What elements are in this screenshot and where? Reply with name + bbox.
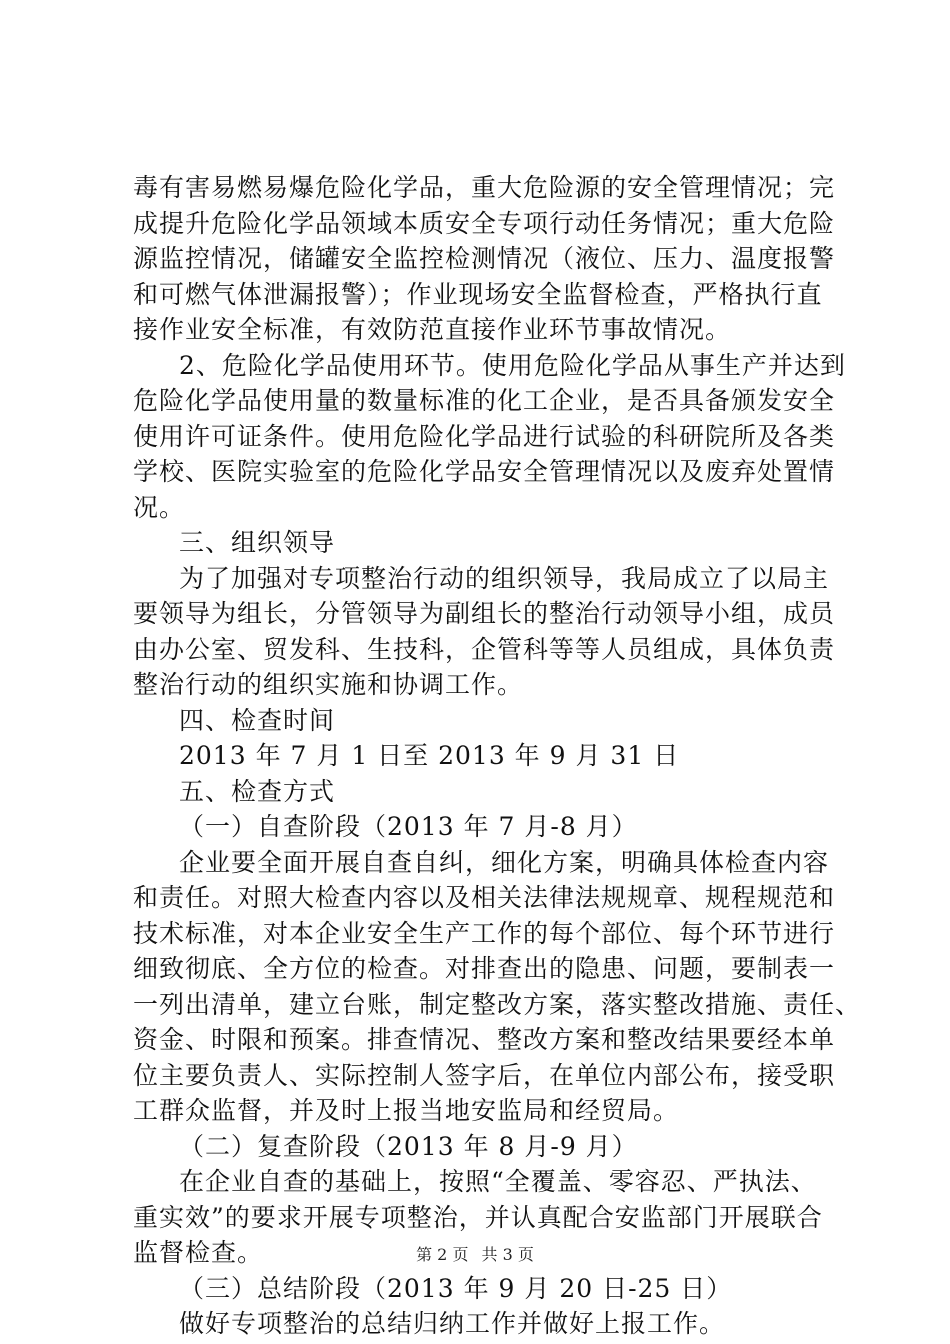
text-line: 和责任。对照大检查内容以及相关法律法规规章、规程规范和 [133, 883, 836, 912]
text-line: 毒有害易燃易爆危险化学品，重大危险源的安全管理情况；完 [133, 173, 836, 202]
text-line: 由办公室、贸发科、生技科，企管科等等人员组成，具体负责 [133, 634, 836, 664]
text-line: 况。 [133, 492, 186, 522]
text-line: 企业要全面开展自查自纠，细化方案，明确具体检查内容 [179, 847, 830, 877]
text-line: 和可燃气体泄漏报警）；作业现场安全监督检查，严格执行直 [133, 279, 823, 309]
text-line: 细致彻底、全方位的检查。对排查出的隐患、问题，要制表一 [133, 954, 836, 983]
text-line: 2、危险化学品使用环节。使用危险化学品从事生产并达到 [179, 350, 846, 380]
document-body [133, 170, 862, 1342]
text-line: 监督检查。 [133, 1238, 264, 1267]
text-line: 四、检查时间 [179, 705, 336, 735]
text-line: 接作业安全标准，有效防范直接作业环节事故情况。 [133, 315, 732, 344]
text-line: 在企业自查的基础上，按照“全覆盖、零容忍、严执法、 [179, 1167, 817, 1196]
text-line: 三、组织领导 [179, 528, 336, 557]
text-line: 五、检查方式 [179, 776, 336, 806]
text-line: （三）总结阶段（2013 年 9 月 20 日-25 日） [179, 1273, 733, 1303]
text-line: 做好专项整治的总结归纳工作并做好上报工作。 [179, 1309, 726, 1338]
text-line: 学校、医院实验室的危险化学品安全管理情况以及废弃处置情 [133, 457, 836, 486]
text-line: 重实效”的要求开展专项整治，并认真配合安监部门开展联合 [133, 1202, 823, 1232]
text-line: 一列出清单，建立台账，制定整改方案，落实整改措施、责任、 [133, 989, 862, 1019]
text-line: 整治行动的组织实施和协调工作。 [133, 670, 524, 699]
text-line: 工群众监督，并及时上报当地安监局和经贸局。 [133, 1096, 680, 1125]
text-line: 要领导为组长，分管领导为副组长的整治行动领导小组，成员 [133, 599, 836, 628]
text-line: （一）自查阶段（2013 年 7 月-8 月） [179, 812, 638, 841]
text-line: 2013 年 7 月 1 日至 2013 年 9 月 31 日 [179, 741, 680, 770]
text-line: 为了加强对专项整治行动的组织领导，我局成立了以局主 [179, 563, 830, 593]
text-line: 技术标准，对本企业安全生产工作的每个部位、每个环节进行 [133, 918, 836, 948]
text-line: 源监控情况，储罐安全监控检测情况（液位、压力、温度报警 [133, 244, 836, 273]
text-line: 危险化学品使用量的数量标准的化工企业，是否具备颁发安全 [133, 386, 836, 415]
page-footer [0, 1245, 950, 1265]
text-line: （二）复查阶段（2013 年 8 月-9 月） [179, 1131, 638, 1161]
text-line: 位主要负责人、实际控制人签字后，在单位内部公布，接受职 [133, 1060, 836, 1090]
text-line: 成提升危险化学品领域本质安全专项行动任务情况；重大危险 [133, 208, 836, 238]
page-total: 共 3 页 [481, 1245, 534, 1264]
text-line: 使用许可证条件。使用危险化学品进行试验的科研院所及各类 [133, 421, 836, 451]
page-number: 第 2 页 [416, 1245, 469, 1264]
text-line: 资金、时限和预案。排查情况、整改方案和整改结果要经本单 [133, 1025, 836, 1054]
